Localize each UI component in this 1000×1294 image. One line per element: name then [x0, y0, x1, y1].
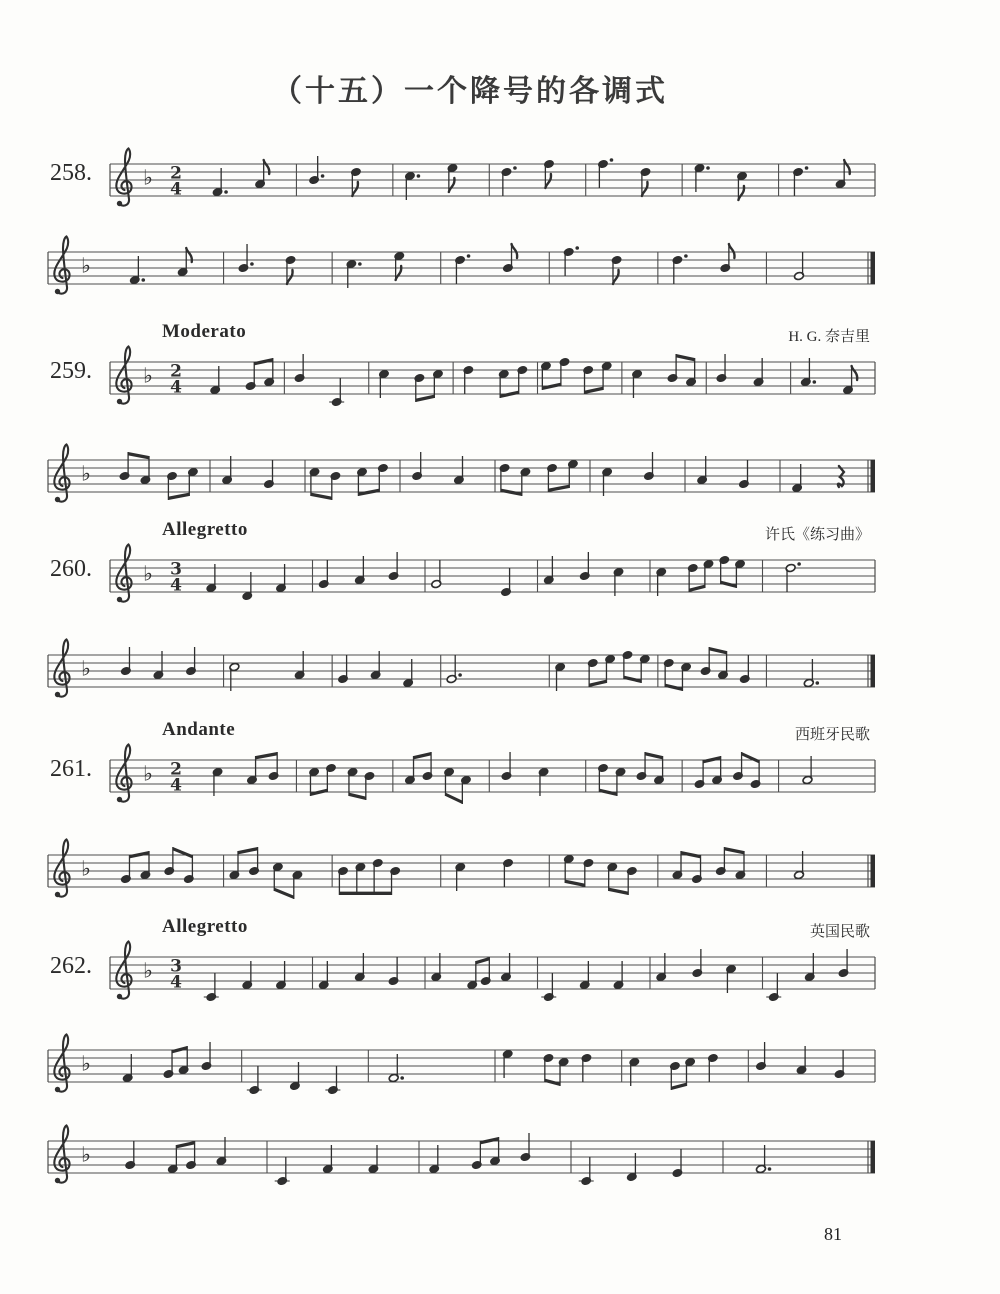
- note: [120, 647, 131, 676]
- note: [598, 763, 609, 792]
- note: [390, 866, 401, 895]
- flat-sign-icon: ♭: [143, 958, 153, 983]
- augmentation-dot: [513, 166, 517, 170]
- flat-sign-icon: ♭: [81, 1051, 91, 1076]
- beam: [445, 793, 462, 804]
- treble-clef-icon: [116, 545, 131, 602]
- note: [644, 452, 655, 481]
- music-system-7: [48, 840, 875, 900]
- beam: [129, 851, 149, 858]
- final-barline-thick: [871, 460, 876, 492]
- treble-clef-icon: [54, 640, 69, 697]
- augmentation-dot: [816, 681, 820, 685]
- note: [834, 1050, 845, 1079]
- note: [667, 354, 678, 383]
- treble-clef-icon: [117, 201, 122, 206]
- music-system-10: [48, 1126, 875, 1186]
- augmentation-dot: [321, 174, 325, 178]
- final-barline-thick: [871, 655, 876, 687]
- music-system-5: [48, 640, 875, 698]
- note: [692, 949, 703, 978]
- note: [326, 763, 337, 792]
- beam: [742, 752, 760, 763]
- beam: [172, 1046, 187, 1053]
- time-signature-numerator: 2: [170, 759, 182, 780]
- treble-clef-icon: [55, 692, 60, 697]
- eighth-flag: [545, 174, 551, 188]
- beam: [689, 585, 705, 592]
- beam: [565, 880, 585, 887]
- note: [292, 870, 303, 899]
- beam: [416, 395, 435, 402]
- augmentation-dot: [813, 380, 817, 384]
- augmentation-dot: [684, 254, 688, 258]
- augmentation-dot: [610, 158, 614, 162]
- note: [715, 847, 726, 876]
- augmentation-dot: [358, 262, 362, 266]
- eighth-flag: [287, 270, 293, 284]
- music-system-3: [48, 445, 875, 503]
- music-system-8: [110, 942, 875, 1002]
- treble-clef-icon: [117, 399, 122, 404]
- beam: [339, 892, 391, 895]
- tempo-marking: Moderato: [162, 321, 247, 342]
- page-title: （十五）一个降号的各调式: [272, 75, 668, 108]
- note: [766, 973, 781, 1002]
- note: [672, 1149, 683, 1178]
- note: [733, 752, 744, 781]
- note: [338, 655, 349, 684]
- treble-clef-icon: [55, 1178, 60, 1183]
- beam: [349, 793, 366, 800]
- note: [412, 452, 423, 481]
- note: [119, 452, 130, 481]
- music-system-2: [110, 347, 875, 407]
- augmentation-dot: [458, 673, 462, 677]
- time-signature-denominator: 4: [170, 377, 182, 398]
- note: [719, 555, 730, 584]
- eighth-flag: [642, 182, 648, 196]
- treble-clef-icon: [54, 237, 69, 294]
- eighth-flag: [512, 244, 518, 258]
- final-barline-thick: [871, 1141, 876, 1173]
- note: [793, 166, 809, 196]
- note: [517, 365, 528, 394]
- note: [838, 949, 849, 978]
- music-system-4: [110, 545, 875, 603]
- note: [543, 1053, 554, 1082]
- beam: [310, 789, 327, 796]
- flat-sign-icon: ♭: [81, 656, 91, 681]
- note: [501, 166, 517, 196]
- treble-clef-icon: [54, 445, 69, 502]
- flat-sign-icon: ♭: [81, 461, 91, 486]
- music-system-1: [48, 237, 875, 295]
- beam: [128, 452, 149, 459]
- time-signature-numerator: 2: [170, 361, 182, 382]
- augmentation-dot: [575, 246, 579, 250]
- time-signature-denominator: 4: [170, 575, 182, 596]
- music-system-9: [48, 1035, 875, 1095]
- time-signature-numerator: 3: [170, 956, 182, 977]
- note: [364, 771, 375, 800]
- note: [275, 1157, 290, 1186]
- note: [461, 775, 472, 804]
- beam: [681, 851, 701, 858]
- time-signature-denominator: 4: [170, 179, 182, 200]
- note: [640, 167, 651, 196]
- tempo-marking: Allegretto: [162, 519, 248, 540]
- time-signature-numerator: 2: [170, 163, 182, 184]
- note: [372, 858, 383, 895]
- beam: [480, 1137, 498, 1144]
- augmentation-dot: [417, 174, 421, 178]
- treble-clef-icon: [55, 892, 60, 897]
- eighth-flag: [613, 270, 619, 284]
- music-system-6: [110, 745, 875, 805]
- note: [247, 1066, 262, 1095]
- flat-sign-icon: ♭: [143, 165, 153, 190]
- attribution: H. G. 奈吉里: [788, 329, 870, 345]
- beam: [721, 581, 737, 588]
- exercise-number: 259.: [50, 358, 92, 384]
- note: [330, 471, 341, 500]
- note: [794, 252, 805, 281]
- beam: [358, 489, 379, 496]
- treble-clef-icon: [116, 149, 131, 206]
- eighth-flag: [729, 244, 735, 258]
- flat-sign-icon: ♭: [81, 253, 91, 278]
- time-signature-denominator: 4: [170, 775, 182, 796]
- beam: [168, 493, 189, 500]
- beam: [501, 489, 522, 496]
- note: [520, 1133, 531, 1162]
- augmentation-dot: [768, 1167, 772, 1171]
- flat-sign-icon: ♭: [143, 561, 153, 586]
- note: [563, 246, 579, 276]
- music-system-0: [110, 149, 875, 207]
- note: [503, 858, 514, 887]
- beam: [274, 888, 294, 899]
- exercise-number: 261.: [50, 756, 92, 782]
- beam: [609, 888, 629, 895]
- tempo-marking: Allegretto: [162, 916, 248, 937]
- final-barline-thick: [871, 855, 876, 887]
- augmentation-dot: [250, 262, 254, 266]
- beam: [703, 756, 721, 763]
- time-signature-denominator: 4: [170, 972, 182, 993]
- eighth-flag: [352, 182, 358, 196]
- beam: [476, 957, 490, 964]
- beam: [624, 676, 641, 683]
- note: [163, 1050, 174, 1079]
- note: [245, 362, 256, 391]
- note: [501, 568, 512, 597]
- note: [541, 973, 556, 1002]
- note: [455, 254, 471, 284]
- attribution: 西班牙民歌: [794, 727, 870, 743]
- note: [264, 460, 275, 489]
- exercise-number: 260.: [50, 556, 92, 582]
- beam: [545, 1079, 560, 1086]
- note: [329, 378, 344, 407]
- note: [544, 159, 555, 188]
- beam: [176, 1141, 194, 1148]
- beam: [724, 847, 744, 854]
- note: [120, 855, 131, 884]
- note: [388, 957, 399, 986]
- note: [622, 650, 633, 679]
- page-number: 81: [824, 1224, 842, 1244]
- time-signature-numerator: 3: [170, 559, 182, 580]
- treble-clef-icon: [117, 797, 122, 802]
- exercise-number: 262.: [50, 953, 92, 979]
- note: [636, 752, 647, 781]
- note: [579, 552, 590, 581]
- note: [388, 552, 399, 581]
- treble-clef-icon: [55, 1087, 60, 1092]
- note: [471, 1141, 482, 1170]
- note: [186, 647, 197, 676]
- note: [204, 973, 219, 1002]
- attribution: 许氏《练习曲》: [764, 527, 870, 543]
- note: [294, 354, 305, 383]
- note: [663, 658, 674, 687]
- beam: [254, 358, 273, 365]
- note: [183, 855, 194, 884]
- treble-clef-icon: [117, 994, 122, 999]
- note: [581, 1053, 592, 1082]
- note: [125, 1141, 136, 1170]
- flat-sign-icon: ♭: [143, 761, 153, 786]
- beam: [414, 752, 432, 759]
- note: [707, 1053, 718, 1082]
- exercise-number: 258.: [50, 160, 92, 186]
- treble-clef-icon: [116, 942, 131, 999]
- note: [598, 158, 614, 188]
- note: [351, 167, 362, 196]
- note: [700, 647, 711, 676]
- beam: [542, 383, 561, 390]
- note: [692, 855, 703, 884]
- augmentation-dot: [706, 166, 710, 170]
- tempo-marking: Andante: [162, 719, 236, 740]
- augmentation-dot: [141, 278, 145, 282]
- flat-sign-icon: ♭: [81, 856, 91, 881]
- note: [431, 560, 442, 589]
- beam: [238, 847, 258, 854]
- beam: [665, 684, 682, 691]
- note: [579, 1157, 594, 1186]
- beam: [585, 387, 604, 394]
- final-barline-thick: [871, 252, 876, 284]
- note: [716, 354, 727, 383]
- note: [338, 866, 349, 895]
- note: [583, 858, 594, 887]
- augmentation-dot: [224, 190, 228, 194]
- treble-clef-icon: [117, 597, 122, 602]
- augmentation-dot: [797, 562, 801, 566]
- augmentation-dot: [467, 254, 471, 258]
- flat-sign-icon: ♭: [143, 363, 153, 388]
- attribution: 英国民歌: [809, 924, 870, 940]
- beam: [548, 485, 569, 492]
- augmentation-dot: [400, 1076, 404, 1080]
- note: [325, 1066, 340, 1095]
- note: [750, 760, 761, 789]
- note: [164, 847, 175, 876]
- beam: [500, 391, 519, 398]
- treble-clef-icon: [116, 347, 131, 404]
- note: [378, 463, 389, 492]
- note: [739, 460, 750, 489]
- note: [559, 357, 570, 386]
- beam: [599, 789, 617, 796]
- beam: [589, 680, 606, 687]
- note: [694, 760, 705, 789]
- note: [285, 255, 296, 284]
- note: [626, 866, 637, 895]
- beam: [676, 354, 695, 361]
- treble-clef-icon: [116, 745, 131, 802]
- beam: [256, 752, 278, 759]
- treble-clef-icon: [54, 840, 69, 897]
- treble-clef-icon: [55, 497, 60, 502]
- treble-clef-icon: [55, 289, 60, 294]
- note: [318, 560, 329, 589]
- beam: [311, 493, 332, 500]
- note: [201, 1042, 212, 1071]
- note: [672, 254, 688, 284]
- note: [739, 655, 750, 684]
- beam: [645, 752, 663, 759]
- note: [501, 752, 512, 781]
- note: [499, 463, 510, 492]
- treble-clef-icon: [54, 1126, 69, 1183]
- note: [611, 255, 622, 284]
- treble-clef-icon: [54, 1035, 69, 1092]
- augmentation-dot: [805, 166, 809, 170]
- note: [785, 562, 801, 592]
- beam: [671, 1083, 686, 1090]
- note: [463, 365, 474, 394]
- note: [756, 1042, 767, 1071]
- beam: [173, 847, 193, 858]
- flat-sign-icon: ♭: [81, 1142, 91, 1167]
- beam: [709, 647, 726, 654]
